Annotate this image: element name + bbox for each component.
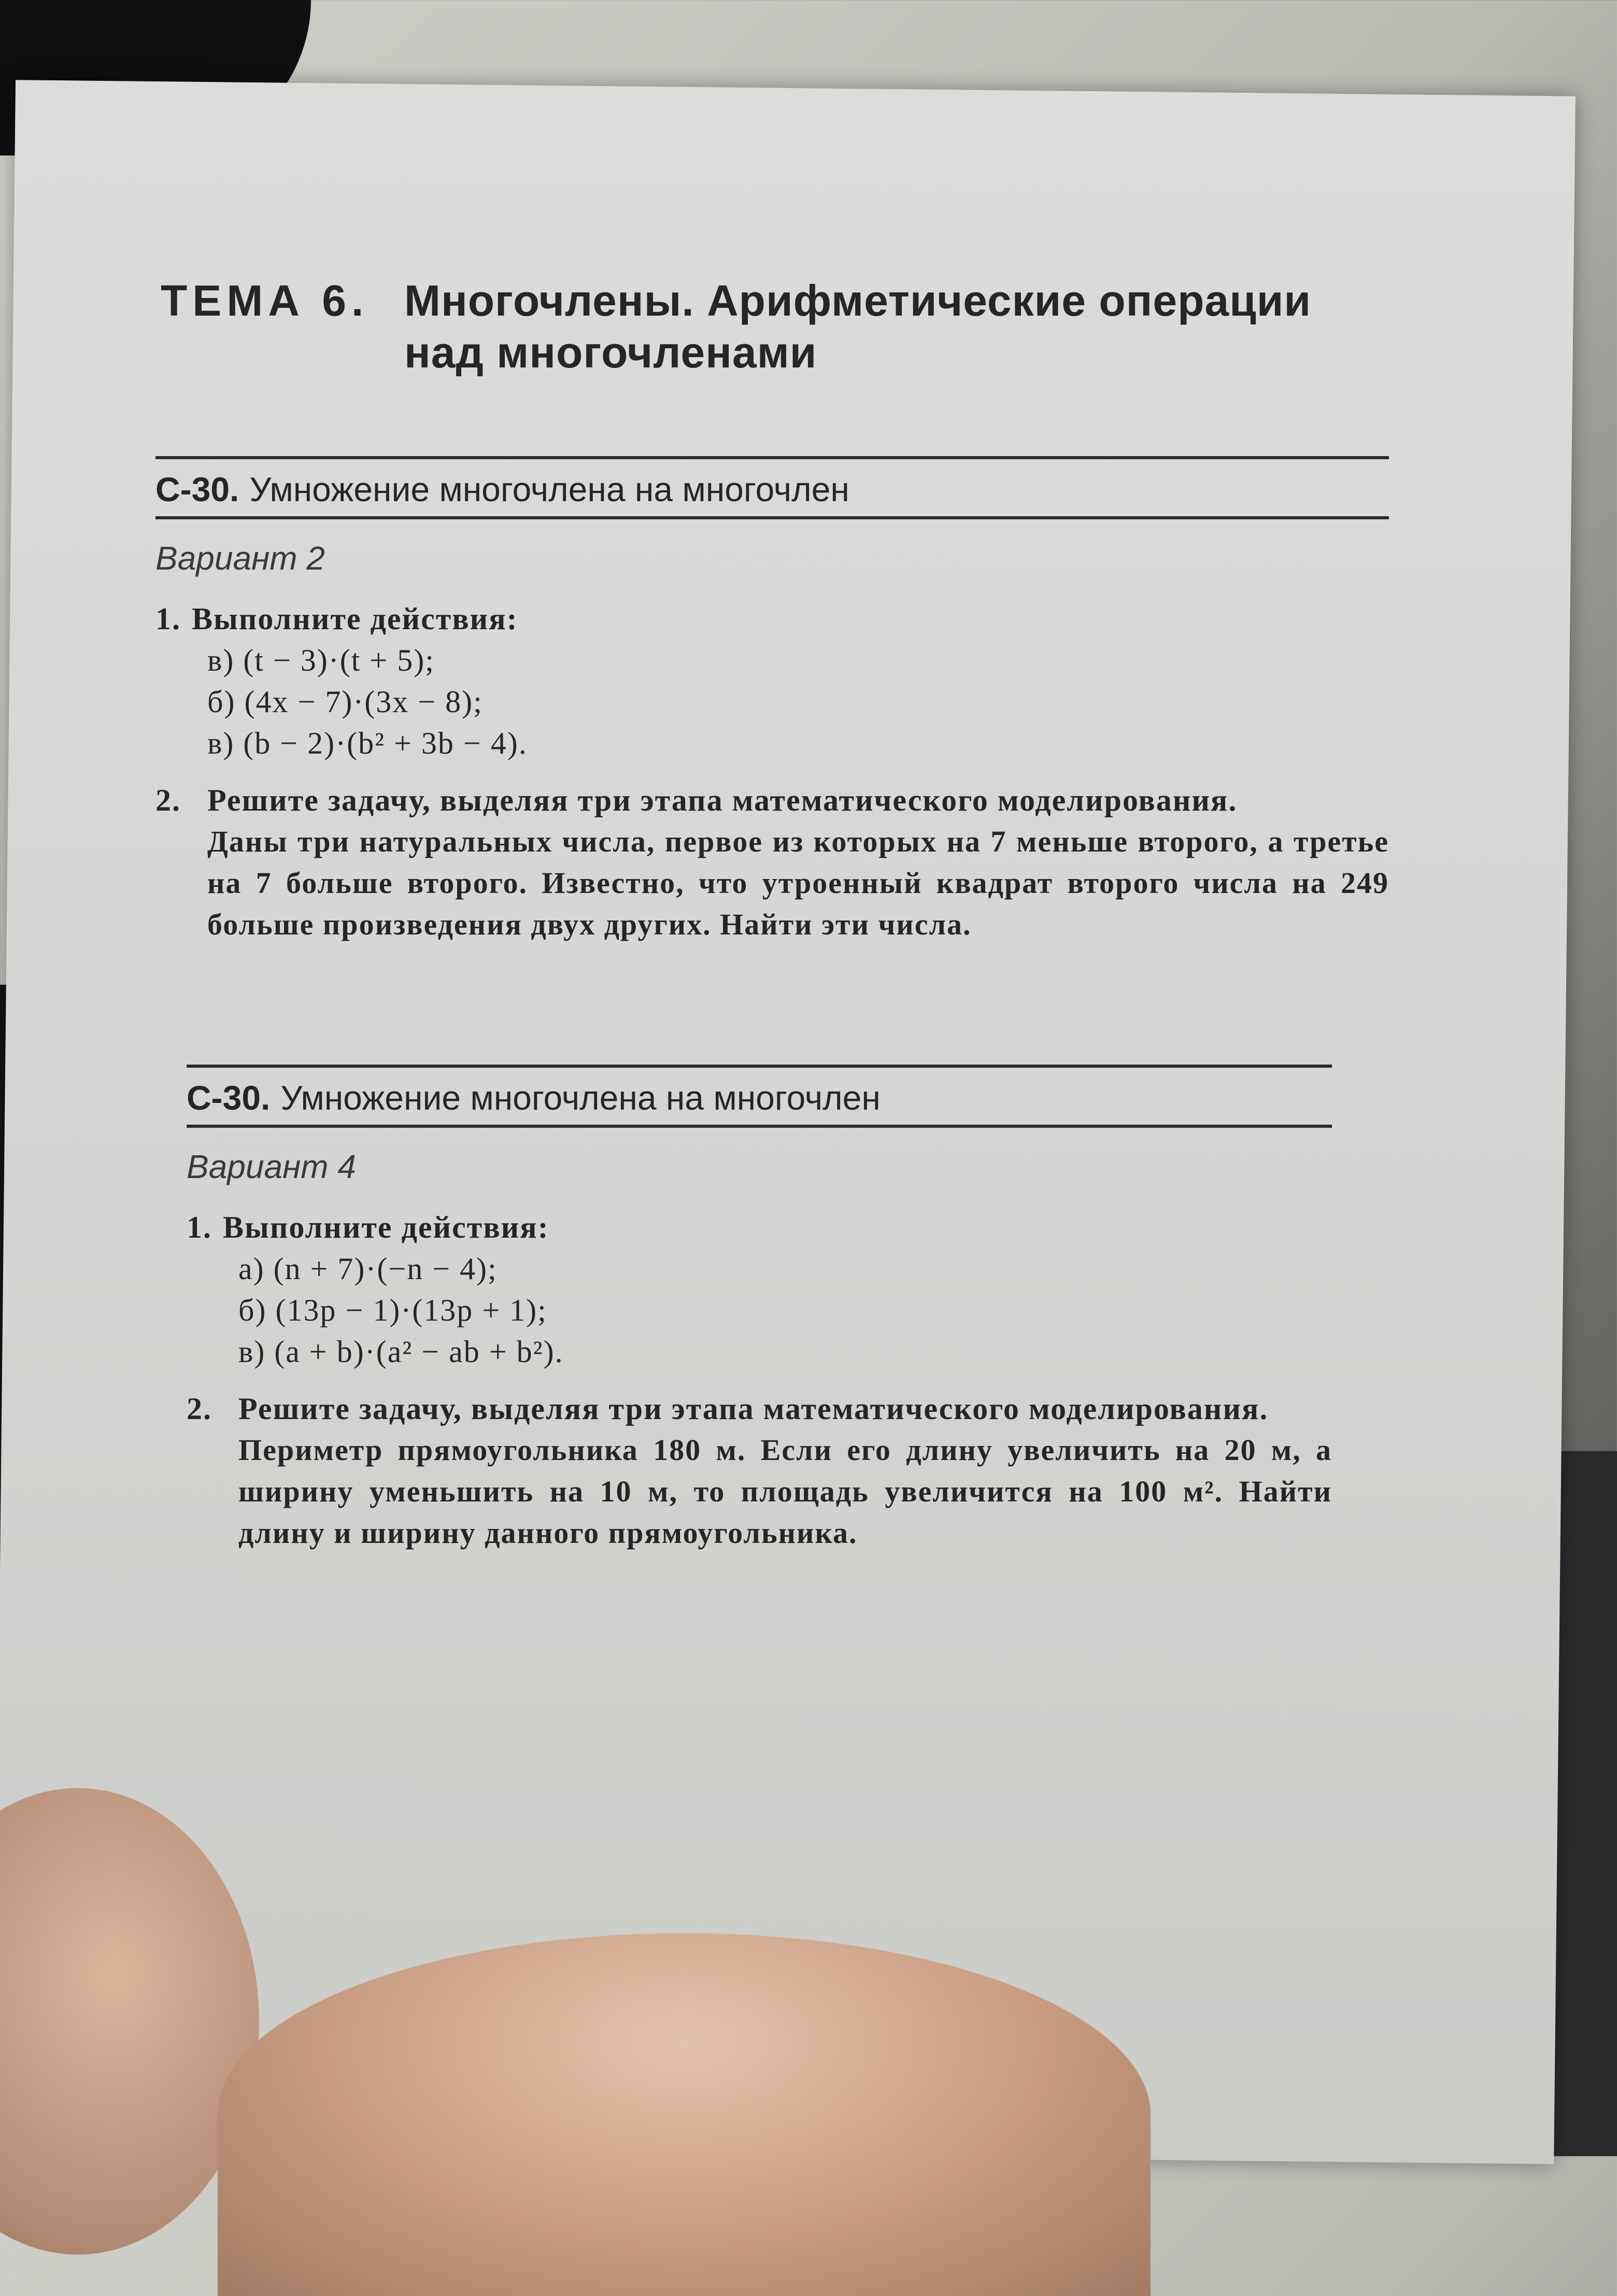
section-variant-4 [187, 1065, 1332, 1554]
problem-text: Даны три натуральных числа, первое из которых на 7 меньше второго, а третье на 7 больше второго. Известно, что утроенный квадрат второго числа на 249 больше произведения двух других. Найти эти числа. [207, 825, 1389, 941]
task-1 [155, 598, 1389, 764]
section-code: С-30. [155, 470, 239, 508]
variant-label: Вариант 2 [155, 540, 325, 577]
task-title [187, 1388, 1332, 1429]
thumb [218, 1933, 1151, 2296]
task-title-text: Решите задачу, выделяя три этапа математического моделирования. [207, 783, 1238, 817]
section-code: С-30. [187, 1079, 271, 1117]
variant-label: Вариант 4 [187, 1148, 356, 1185]
task-title-text: Выполните действия: [192, 602, 518, 636]
topic-header [161, 275, 1425, 378]
exercise-item: а) (n + 7)·(−n − 4); [238, 1252, 498, 1286]
exercise-item: б) (13p − 1)·(13p + 1); [238, 1293, 547, 1327]
task-title [155, 779, 1389, 821]
task-title [187, 1207, 1332, 1248]
task-number: 2. [187, 1392, 212, 1426]
section-title: Умножение многочлена на многочлен [280, 1079, 881, 1117]
task-number: 2. [155, 783, 181, 817]
task-2 [187, 1388, 1332, 1554]
task-title [155, 598, 1389, 640]
topic-title: Многочлены. Арифметические операции над многочленами [404, 276, 1312, 377]
page-content [140, 275, 1425, 1554]
task-1 [187, 1207, 1332, 1372]
task-2 [155, 779, 1389, 945]
section-variant-2 [155, 456, 1389, 945]
divider [155, 516, 1389, 519]
task-number: 1. [187, 1210, 212, 1244]
divider [187, 1125, 1332, 1128]
exercise-item: б) (4x − 7)·(3x − 8); [207, 685, 483, 719]
exercise-item: в) (b − 2)·(b² + 3b − 4). [207, 726, 528, 760]
problem-text: Периметр прямоугольника 180 м. Если его длину увеличить на 20 м, а ширину уменьшить на 10 м, то площадь увеличится на 100 м². Найти длину и ширину данного прямоугольника. [238, 1433, 1332, 1550]
task-number: 1. [155, 602, 181, 636]
exercise-item: в) (t − 3)·(t + 5); [207, 643, 435, 677]
task-title-text: Решите задачу, выделяя три этапа математического моделирования. [238, 1392, 1269, 1426]
section-title: Умножение многочлена на многочлен [249, 470, 849, 508]
section-header [155, 459, 1389, 516]
exercise-item: в) (a + b)·(a² − ab + b²). [238, 1335, 564, 1369]
section-header [187, 1068, 1332, 1125]
topic-label: ТЕМА 6. [161, 276, 369, 325]
task-title-text: Выполните действия: [223, 1210, 549, 1244]
